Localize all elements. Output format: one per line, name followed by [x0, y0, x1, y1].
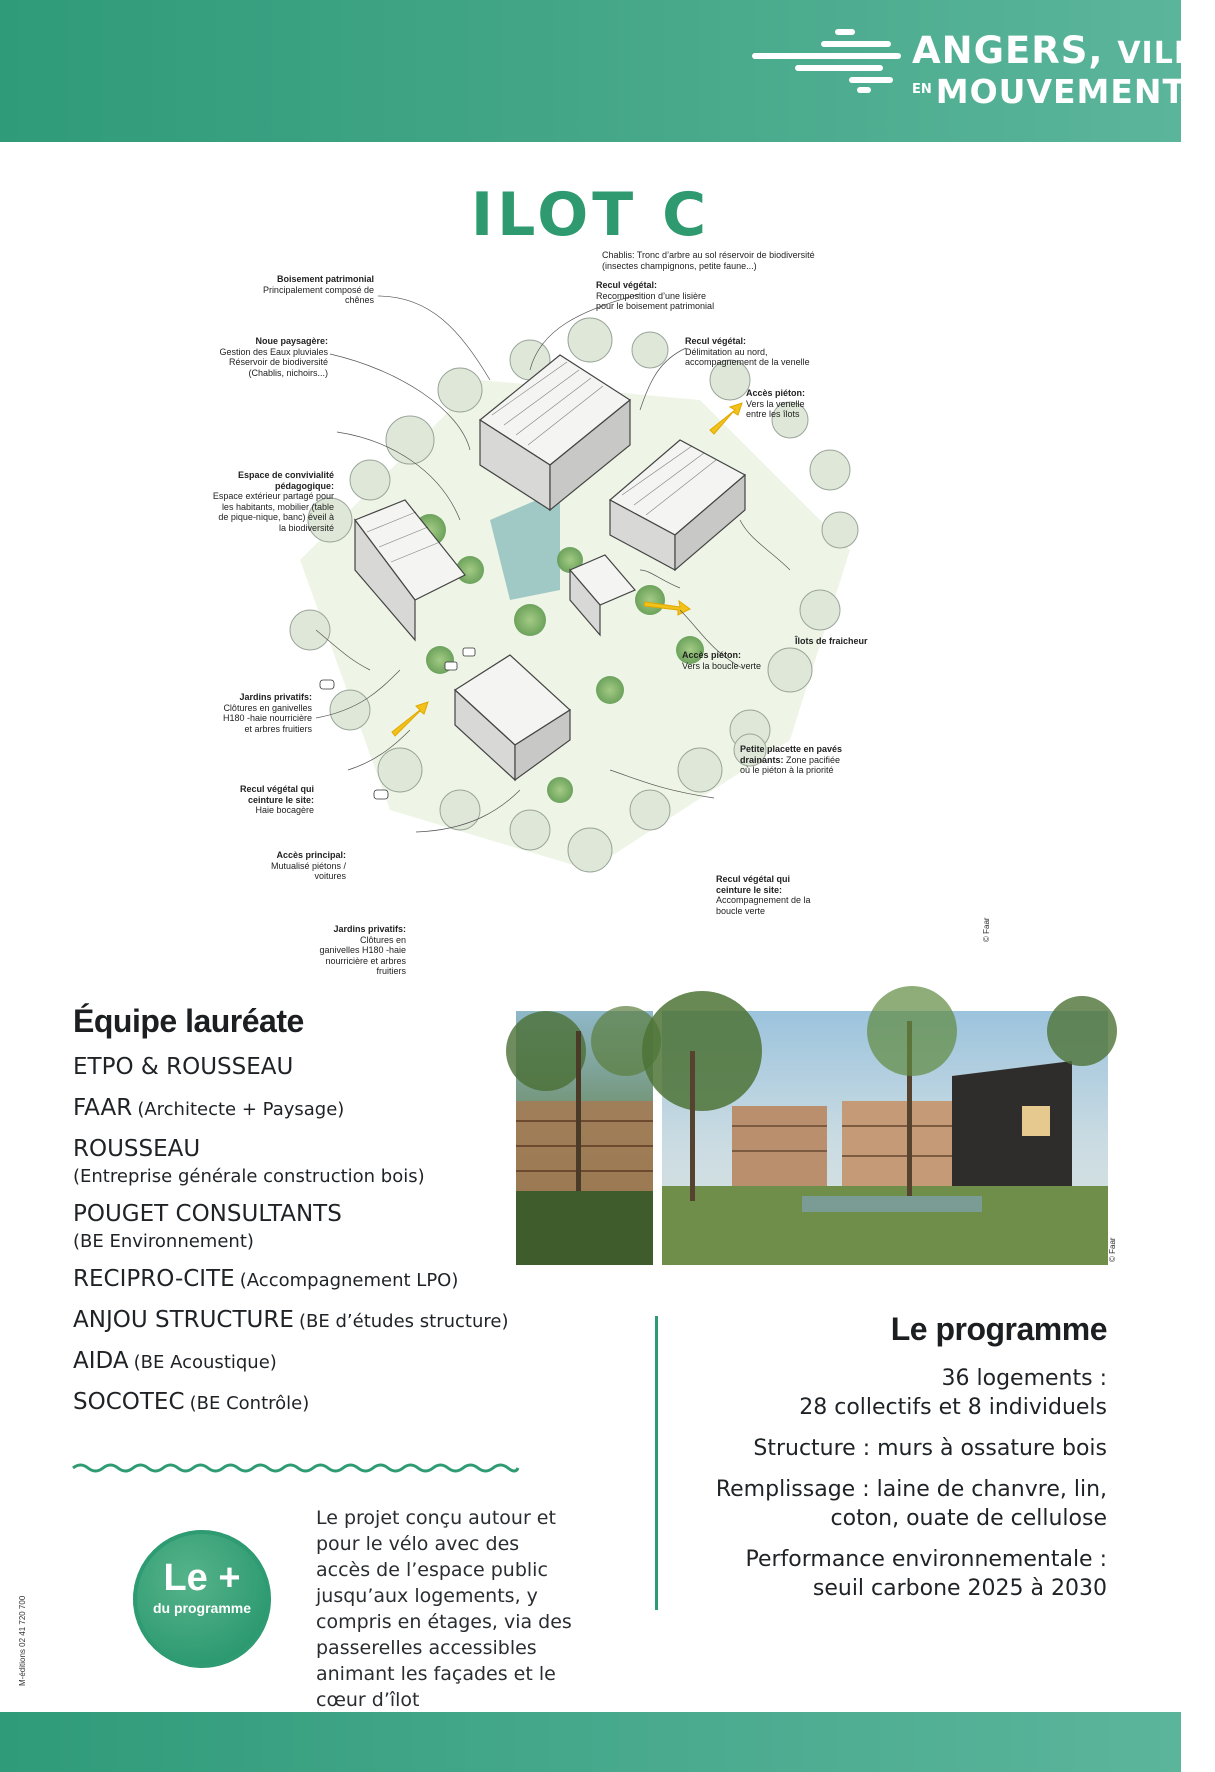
- logo-angers: ANGERS,: [912, 29, 1104, 72]
- label-acces-pieton-2-title: Accès piéton:: [682, 650, 742, 660]
- team-member-name: AIDA: [73, 1348, 129, 1374]
- motion-lines-icon: [752, 26, 902, 96]
- team-member-name: ANJOU STRUCTURE: [73, 1307, 294, 1333]
- label-placette: [740, 744, 844, 776]
- label-jardins-1-title: Jardins privatifs:: [239, 692, 312, 702]
- programme-list: [687, 1364, 1107, 1615]
- team-member-name: ROUSSEAU: [73, 1136, 201, 1162]
- label-recul-2-title: Recul végétal:: [685, 336, 747, 346]
- programme-item: [687, 1364, 1107, 1422]
- programme-item: [687, 1434, 1107, 1463]
- team-member-name: SOCOTEC: [73, 1389, 185, 1415]
- label-jardins-2-title: Jardins privatifs:: [333, 924, 406, 934]
- label-recul-1-body: Recomposition d’une lisière pour le boisement patrimonial: [596, 290, 715, 311]
- team-member-role: (BE Acoustique): [133, 1352, 277, 1373]
- badge-title: Le +: [163, 1557, 241, 1599]
- label-recul-4-title: Recul végétal qui ceinture le site:: [716, 874, 791, 895]
- team-list: [73, 1053, 513, 1429]
- team-member-name: RECIPRO-CITE: [73, 1266, 235, 1292]
- page-title: ILOT C: [470, 180, 711, 250]
- programme-item-line: 28 collectifs et 8 individuels: [799, 1395, 1107, 1420]
- label-acces-principal-body: Mutualisé piétons / voitures: [270, 860, 346, 881]
- label-espace-title: Espace de convivialité pédagogique:: [237, 470, 334, 491]
- team-member-role: (Entreprise générale construction bois): [73, 1166, 425, 1187]
- team-member-role: (Architecte + Paysage): [137, 1099, 345, 1120]
- team-member: [73, 1388, 513, 1418]
- label-noue-title: Noue paysagère:: [255, 336, 328, 346]
- team-member: [73, 1200, 513, 1254]
- team-title: Équipe lauréate: [73, 1003, 304, 1039]
- logo-mouvement: MOUVEMENT: [935, 72, 1187, 111]
- label-espace-convivialite: [210, 470, 334, 533]
- label-espace-body: Espace extérieur partagé pour les habitants, mobilier (table de pique-nique, banc) éveil à la biodiversité: [212, 491, 334, 533]
- label-recul-2-body: Délimitation au nord, accompagnement de la venelle: [685, 346, 810, 367]
- label-ilots-fraicheur: Îlots de fraicheur: [795, 636, 868, 646]
- label-acces-principal: [258, 850, 346, 882]
- label-acces-pieton-2-body: Vers la boucle verte: [682, 660, 762, 671]
- photos-copyright: © Faar: [1108, 1237, 1117, 1262]
- team-member: [73, 1306, 513, 1336]
- programme-item-line: 36 logements :: [941, 1366, 1107, 1391]
- label-acces-principal-title: Accès principal:: [276, 850, 346, 860]
- label-jardins-2: [318, 924, 406, 977]
- site-plan: [212, 250, 991, 976]
- label-acces-pieton-1: [746, 388, 816, 420]
- team-member: [73, 1265, 513, 1295]
- le-plus-badge: [133, 1530, 271, 1668]
- label-recul-3-title: Recul végétal qui ceinture le site:: [239, 784, 314, 805]
- label-recul-1: [596, 280, 716, 312]
- programme-item: [687, 1545, 1107, 1603]
- logo-ville: VILLE: [1117, 36, 1215, 71]
- label-acces-pieton-2: [682, 650, 792, 671]
- team-member-role: (BE d’études structure): [299, 1311, 509, 1332]
- team-member-name: POUGET CONSULTANTS: [73, 1201, 342, 1227]
- badge-subtitle: du programme: [152, 1600, 251, 1616]
- programme-item-line: Structure : murs à ossature bois: [753, 1436, 1107, 1461]
- vertical-divider: [655, 1316, 658, 1610]
- label-boisement: [250, 274, 374, 306]
- render-image-main: [662, 1011, 1108, 1265]
- angers-logo: [752, 26, 1215, 111]
- team-member-role: (Accompagnement LPO): [239, 1270, 459, 1291]
- team-member: [73, 1053, 513, 1083]
- label-chablis: Chablis: Tronc d’arbre au sol réservoir de biodiversité (insectes champignons, petite faune...): [602, 250, 815, 271]
- footer-band: [0, 1712, 1181, 1772]
- team-member: [73, 1135, 513, 1189]
- logo-en: EN: [912, 82, 932, 97]
- team-member-role: (BE Contrôle): [189, 1393, 310, 1414]
- programme-item-line: Remplissage : laine de chanvre, lin,: [715, 1477, 1107, 1502]
- programme-item-line: coton, ouate de cellulose: [830, 1506, 1107, 1531]
- plan-copyright: © Faar: [982, 917, 991, 942]
- team-member: [73, 1094, 513, 1124]
- team-member-name: FAAR: [73, 1095, 133, 1121]
- team-member-role: (BE Environnement): [73, 1231, 254, 1252]
- label-recul-3-body: Haie bocagère: [255, 805, 314, 815]
- label-recul-4: [716, 874, 816, 916]
- wave-divider: [73, 1462, 518, 1474]
- label-jardins-1: [222, 692, 312, 734]
- label-jardins-2-body: Clôtures en ganivelles H180 -haie nourricière et arbres fruitiers: [319, 934, 406, 976]
- render-photo-main: [662, 1011, 1108, 1265]
- programme-item-line: Performance environnementale :: [745, 1547, 1107, 1572]
- programme-title: Le programme: [890, 1311, 1107, 1347]
- print-credit: M-éditions 02 41 720 700: [18, 1595, 27, 1686]
- label-noue-body: Gestion des Eaux pluviales Réservoir de biodiversité (Chablis, nichoirs...): [219, 346, 328, 378]
- label-acces-pieton-1-body: Vers la venelle entre les îlots: [746, 398, 805, 419]
- programme-item: [687, 1475, 1107, 1533]
- label-noue: [210, 336, 328, 378]
- label-recul-2: [685, 336, 815, 368]
- logo-wordmark: [912, 29, 1215, 117]
- label-recul-3: [226, 784, 314, 816]
- team-member-name: ETPO & ROUSSEAU: [73, 1054, 294, 1080]
- label-placette-body: Zone pacifiée où le piéton à la priorité: [740, 754, 841, 775]
- label-jardins-1-body: Clôtures en ganivelles H180 -haie nourricière et arbres fruitiers: [222, 702, 312, 734]
- label-recul-4-body: Accompagnement de la boucle verte: [716, 895, 811, 916]
- label-recul-1-title: Recul végétal:: [596, 280, 658, 290]
- render-photo-left: [516, 1011, 653, 1265]
- label-placette-title: Petite placette en pavés drainants:: [740, 744, 843, 765]
- le-plus-description: Le projet conçu autour et pour le vélo avec des accès de l’espace public jusqu’aux logements, y compris en étages, via des passerelles accessibles animant les façades et le cœur d’îlot: [316, 1507, 572, 1711]
- programme-item-line: seuil carbone 2025 à 2030: [812, 1576, 1107, 1601]
- label-boisement-title: Boisement patrimonial: [276, 274, 374, 284]
- render-image-left: [516, 1011, 653, 1265]
- label-acces-pieton-1-title: Accès piéton:: [746, 388, 806, 398]
- label-boisement-body: Principalement composé de chênes: [262, 284, 374, 305]
- team-member: [73, 1347, 513, 1377]
